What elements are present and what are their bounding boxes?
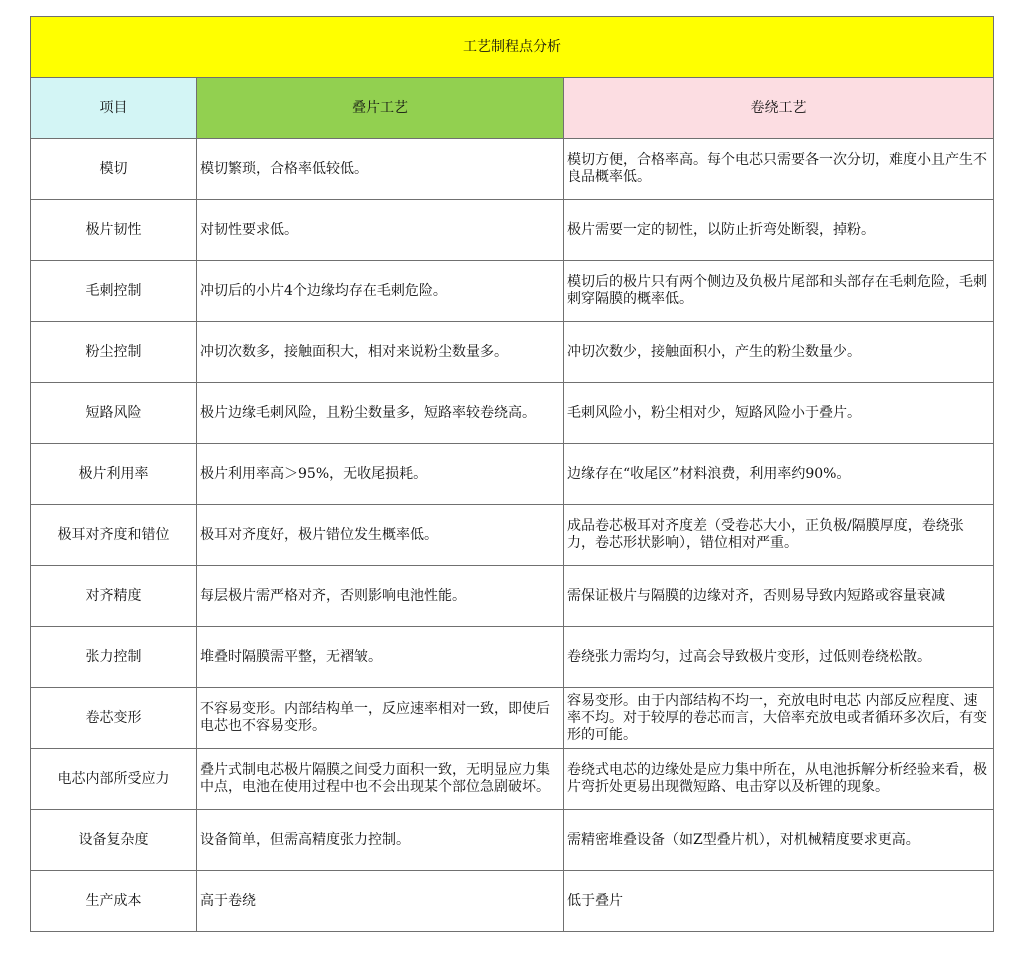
header-item: 项目 (31, 78, 197, 139)
cell-lamination: 模切繁琐，合格率低较低。 (197, 139, 564, 200)
table-row (31, 444, 994, 505)
cell-lamination: 极耳对齐度好，极片错位发生概率低。 (197, 505, 564, 566)
cell-winding: 模切方便，合格率高。每个电芯只需要各一次分切，难度小且产生不良品概率低。 (564, 139, 994, 200)
table-row (31, 627, 994, 688)
cell-winding: 容易变形。由于内部结构不均一，充放电时电芯 内部反应程度、速率不均。对于较厚的卷芯而言，大倍率充放电或者循环多次后，有变形的可能。 (564, 688, 994, 749)
table-row (31, 566, 994, 627)
cell-item: 短路风险 (31, 383, 197, 444)
cell-winding: 冲切次数少，接触面积小，产生的粉尘数量少。 (564, 322, 994, 383)
cell-lamination: 冲切后的小片4个边缘均存在毛刺危险。 (197, 261, 564, 322)
cell-item: 卷芯变形 (31, 688, 197, 749)
cell-item: 粉尘控制 (31, 322, 197, 383)
table-row (31, 383, 994, 444)
cell-item: 极片利用率 (31, 444, 197, 505)
table-row (31, 261, 994, 322)
cell-lamination: 高于卷绕 (197, 871, 564, 932)
cell-lamination: 叠片式制电芯极片隔膜之间受力面积一致，无明显应力集中点，电池在使用过程中也不会出现某个部位急剧破坏。 (197, 749, 564, 810)
cell-lamination: 极片边缘毛刺风险，且粉尘数量多，短路率较卷绕高。 (197, 383, 564, 444)
cell-item: 极片韧性 (31, 200, 197, 261)
table-row (31, 139, 994, 200)
cell-lamination: 极片利用率高＞95%，无收尾损耗。 (197, 444, 564, 505)
table-row (31, 200, 994, 261)
cell-lamination: 对韧性要求低。 (197, 200, 564, 261)
table-body (31, 17, 994, 932)
cell-item: 张力控制 (31, 627, 197, 688)
cell-winding: 卷绕张力需均匀，过高会导致极片变形，过低则卷绕松散。 (564, 627, 994, 688)
cell-item: 电芯内部所受应力 (31, 749, 197, 810)
header-row (31, 78, 994, 139)
cell-item: 对齐精度 (31, 566, 197, 627)
table-row (31, 749, 994, 810)
cell-lamination: 每层极片需严格对齐，否则影响电池性能。 (197, 566, 564, 627)
cell-item: 模切 (31, 139, 197, 200)
cell-item: 毛刺控制 (31, 261, 197, 322)
cell-winding: 毛刺风险小，粉尘相对少，短路风险小于叠片。 (564, 383, 994, 444)
cell-lamination: 不容易变形。内部结构单一，反应速率相对一致，即使后电芯也不容易变形。 (197, 688, 564, 749)
cell-item: 极耳对齐度和错位 (31, 505, 197, 566)
title-row (31, 17, 994, 78)
cell-item: 生产成本 (31, 871, 197, 932)
cell-winding: 需保证极片与隔膜的边缘对齐，否则易导致内短路或容量衰减 (564, 566, 994, 627)
cell-winding: 低于叠片 (564, 871, 994, 932)
table-title: 工艺制程点分析 (31, 17, 994, 78)
process-analysis-table (30, 16, 994, 932)
table-row (31, 322, 994, 383)
header-lamination: 叠片工艺 (197, 78, 564, 139)
cell-winding: 需精密堆叠设备（如Z型叠片机），对机械精度要求更高。 (564, 810, 994, 871)
table-row (31, 688, 994, 749)
header-winding: 卷绕工艺 (564, 78, 994, 139)
cell-winding: 极片需要一定的韧性，以防止折弯处断裂，掉粉。 (564, 200, 994, 261)
cell-winding: 模切后的极片只有两个侧边及负极片尾部和头部存在毛刺危险，毛刺刺穿隔膜的概率低。 (564, 261, 994, 322)
cell-winding: 成品卷芯极耳对齐度差（受卷芯大小，正负极/隔膜厚度，卷绕张力，卷芯形状影响），错位相对严重。 (564, 505, 994, 566)
table-row (31, 810, 994, 871)
cell-winding: 卷绕式电芯的边缘处是应力集中所在，从电池拆解分析经验来看，极片弯折处更易出现微短路、电击穿以及析锂的现象。 (564, 749, 994, 810)
cell-lamination: 冲切次数多，接触面积大，相对来说粉尘数量多。 (197, 322, 564, 383)
table-row (31, 871, 994, 932)
cell-lamination: 设备简单，但需高精度张力控制。 (197, 810, 564, 871)
table-row (31, 505, 994, 566)
cell-item: 设备复杂度 (31, 810, 197, 871)
cell-winding: 边缘存在“收尾区”材料浪费，利用率约90%。 (564, 444, 994, 505)
cell-lamination: 堆叠时隔膜需平整，无褶皱。 (197, 627, 564, 688)
